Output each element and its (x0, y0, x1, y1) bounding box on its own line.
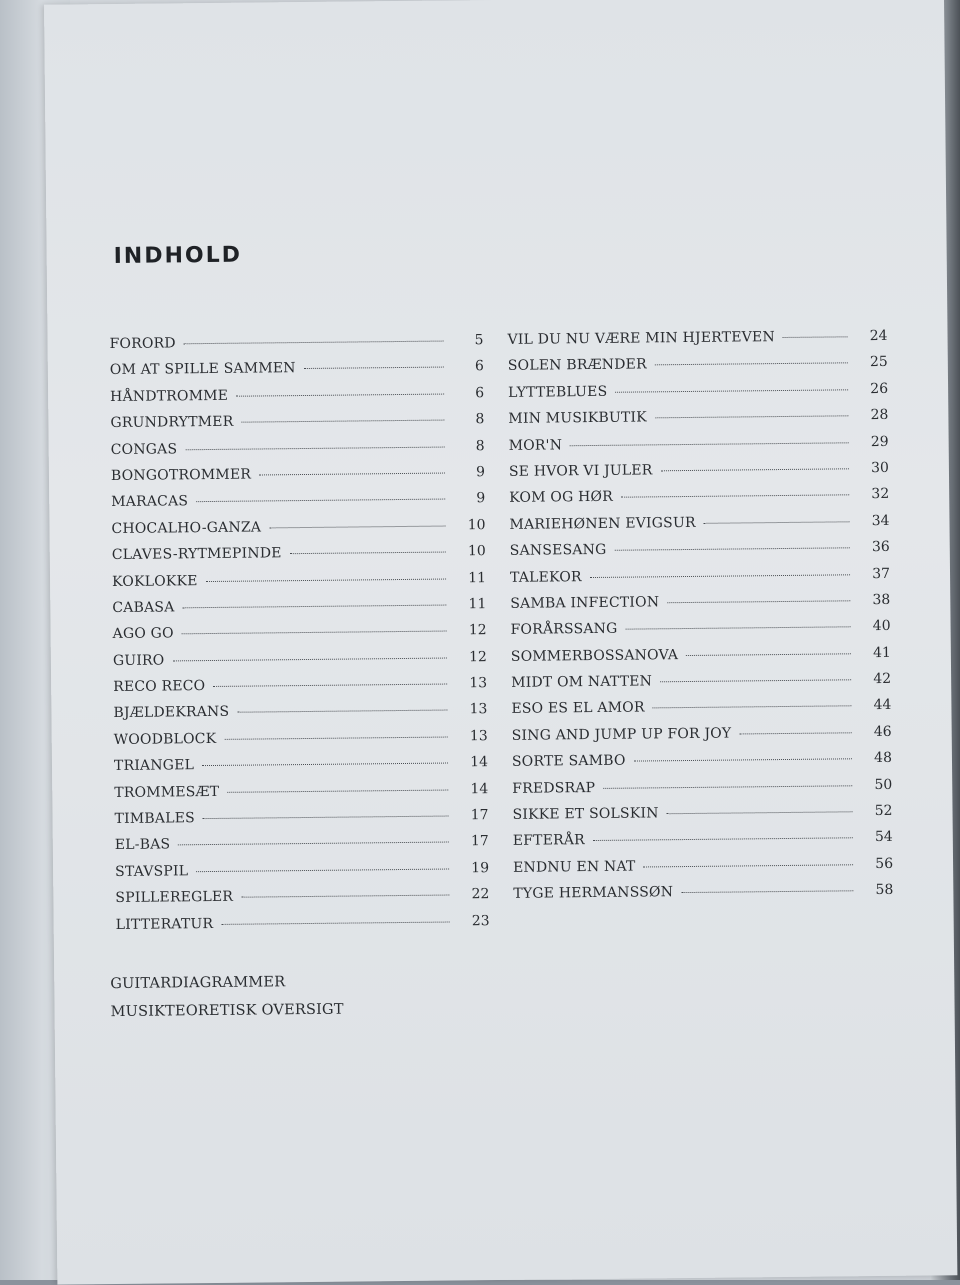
toc-entry-page-number: 34 (871, 512, 890, 529)
toc-entry (509, 460, 889, 490)
dot-leader (304, 367, 444, 369)
toc-entry (112, 570, 486, 600)
dot-leader (739, 732, 851, 734)
toc-entry (512, 724, 892, 754)
toc-entry-title: SIKKE ET SOLSKIN (512, 805, 659, 823)
toc-entry-title: BJÆLDEKRANS (113, 704, 230, 722)
toc-entry (115, 834, 489, 864)
dot-leader (184, 341, 444, 345)
dot-leader (655, 415, 848, 418)
dot-leader (236, 393, 444, 396)
toc-entry-title: SPILLEREGLER (115, 888, 234, 907)
toc-entry (512, 803, 892, 833)
toc-entry-title: BONGOTROMMER (110, 466, 252, 484)
toc-entry (110, 411, 484, 441)
toc-entry-title: FORORD (109, 335, 176, 353)
toc-entry-page-number: 38 (872, 591, 891, 608)
toc-entry (508, 381, 888, 411)
dot-leader (259, 472, 445, 475)
toc-entry-page-number: 36 (871, 539, 890, 556)
dot-leader (655, 363, 848, 366)
toc-entry (510, 565, 890, 595)
toc-entry (112, 596, 486, 626)
toc-entry-title: LITTERATUR (115, 915, 214, 933)
dot-leader (241, 895, 449, 898)
toc-entry-page-number: 58 (875, 882, 894, 899)
dot-leader (686, 653, 851, 656)
toc-entry (111, 438, 485, 468)
toc-entry-page-number: 11 (468, 569, 487, 586)
toc-entry-page-number: 44 (873, 697, 892, 714)
toc-entry (509, 486, 889, 516)
toc-entry-title: TYGE HERMANSSØN (513, 884, 674, 903)
dot-leader (213, 684, 447, 687)
toc-entry-title: FREDSRAP (512, 779, 596, 797)
toc-entry (114, 728, 488, 758)
toc-right-column (507, 328, 893, 913)
toc-entry (116, 913, 490, 943)
toc-entry-title: SE HVOR VI JULER (508, 462, 653, 480)
toc-entry-page-number: 24 (869, 327, 888, 345)
toc-entry-page-number: 42 (873, 670, 892, 688)
dot-leader (206, 578, 446, 582)
toc-entry (510, 592, 890, 622)
toc-entry-page-number: 14 (470, 780, 489, 797)
toc-entry (113, 675, 487, 705)
dot-leader (704, 521, 850, 524)
toc-entry-page-number: 8 (475, 437, 485, 454)
toc-entry (110, 359, 484, 389)
toc-entry (113, 622, 487, 652)
dot-leader (783, 336, 848, 338)
toc-entry (513, 856, 893, 886)
toc-entry (509, 513, 889, 543)
toc-entry-page-number: 28 (870, 407, 889, 424)
dot-leader (625, 627, 850, 630)
toc-entry (110, 385, 484, 415)
toc-entry-page-number: 40 (872, 618, 891, 635)
toc-entry-title: KOM OG HØR (509, 489, 613, 507)
dot-leader (185, 446, 444, 450)
toc-entry-title: CONGAS (110, 440, 178, 458)
dot-leader (196, 499, 445, 503)
dot-leader (570, 442, 849, 446)
toc-entry (114, 754, 488, 784)
toc-entry (512, 777, 892, 807)
toc-entry (511, 618, 891, 648)
toc-entry (114, 807, 488, 837)
dot-leader (621, 495, 849, 498)
page-title: INDHOLD (113, 242, 243, 269)
toc-entry-title: MOR'N (508, 436, 563, 454)
toc-entry-page-number: 12 (468, 648, 487, 665)
toc-entry-title: SING AND JUMP UP FOR JOY (511, 725, 732, 744)
dot-leader (269, 525, 445, 528)
toc-entry-title: SOMMERBOSSANOVA (510, 646, 679, 665)
toc-entry-page-number: 19 (471, 859, 490, 877)
dot-leader (221, 921, 449, 924)
toc-entry-title: MARIEHØNEN EVIGSUR (509, 514, 696, 533)
toc-entry-page-number: 17 (470, 833, 489, 850)
toc-entry-title: CHOCALHO-GANZA (111, 519, 262, 537)
toc-entry-page-number: 11 (468, 596, 487, 613)
dot-leader (660, 468, 848, 471)
dot-leader (196, 868, 449, 872)
toc-entry (513, 829, 893, 859)
toc-entry-page-number: 13 (469, 675, 488, 692)
dot-leader (644, 864, 854, 867)
toc-entry-page-number: 37 (872, 565, 891, 582)
toc-entry-title: LYTTEBLUES (508, 383, 608, 401)
toc-entry (507, 328, 887, 358)
dot-leader (593, 838, 853, 842)
toc-entry-page-number: 29 (870, 433, 889, 450)
toc-entry-page-number: 6 (474, 358, 484, 375)
toc-entry-title: MARACAS (111, 493, 189, 511)
toc-left-column (109, 332, 489, 943)
toc-entry-title: GRUNDRYTMER (110, 413, 234, 432)
toc-entry-title: TALEKOR (509, 568, 582, 586)
toc-entry-title: VIL DU NU VÆRE MIN HJERTEVEN (507, 329, 775, 348)
toc-entry-page-number: 12 (468, 622, 487, 639)
toc-entry-title: FORÅRSSANG (510, 621, 618, 639)
dot-leader (290, 552, 446, 555)
dot-leader (660, 679, 851, 682)
toc-entry-page-number: 9 (476, 490, 486, 507)
toc-entry (511, 697, 891, 727)
toc-entry-page-number: 10 (467, 543, 486, 560)
toc-entry-page-number: 22 (471, 886, 490, 903)
toc-entry (111, 464, 485, 494)
dot-leader (634, 759, 852, 762)
toc-entry (511, 671, 891, 701)
toc-entry-page-number: 23 (471, 912, 490, 929)
toc-entry-page-number: 17 (470, 807, 489, 824)
toc-entry (512, 750, 892, 780)
toc-entry-title: TRIANGEL (113, 757, 195, 775)
toc-entry-page-number: 50 (874, 776, 893, 793)
toc-entry (509, 433, 889, 463)
toc-entry-page-number: 13 (469, 727, 488, 745)
dot-leader (227, 789, 448, 792)
toc-entry (114, 781, 488, 811)
toc-entry-page-number: 14 (470, 754, 489, 771)
toc-entry-title: EFTERÅR (512, 832, 585, 850)
toc-entry (112, 543, 486, 573)
toc-entry-title: SANSESANG (509, 541, 607, 559)
toc-entry (111, 517, 485, 547)
dot-leader (241, 420, 444, 423)
table-of-contents-page (44, 0, 957, 1285)
toc-entry-title: KOKLOKKE (111, 572, 198, 590)
toc-entry (508, 354, 888, 384)
toc-entry-page-number: 48 (874, 750, 893, 767)
dot-leader (614, 547, 849, 550)
toc-entry-title: MIN MUSIKBUTIK (508, 409, 647, 428)
toc-entry-title: WOODBLOCK (113, 730, 217, 748)
dot-leader (202, 763, 448, 767)
toc-entry-title: SAMBA INFECTION (510, 594, 660, 612)
toc-entry-title: SORTE SAMBO (511, 752, 626, 771)
toc-entry-page-number: 32 (871, 486, 890, 503)
dot-leader (653, 706, 852, 709)
toc-entry-page-number: 10 (467, 516, 486, 534)
dot-leader (667, 811, 853, 814)
dot-leader (590, 574, 850, 578)
toc-entry-title: TROMMESÆT (114, 783, 220, 801)
toc-entry-page-number: 8 (475, 411, 485, 428)
dot-leader (681, 890, 853, 893)
toc-entry-title: STAVSPIL (115, 863, 189, 880)
extra-item-guitardiagrammer: GUITARDIAGRAMMER (110, 974, 286, 993)
dot-leader (667, 600, 850, 603)
toc-entry (113, 702, 487, 732)
dot-leader (224, 736, 447, 739)
dot-leader (603, 785, 852, 789)
toc-entry-page-number: 52 (874, 802, 893, 820)
dot-leader (182, 604, 446, 608)
toc-entry-title: CABASA (112, 599, 175, 616)
dot-leader (178, 842, 449, 846)
toc-entry-page-number: 25 (869, 354, 888, 371)
toc-entry (115, 860, 489, 890)
dot-leader (615, 389, 848, 392)
dot-leader (182, 631, 447, 635)
toc-entry (513, 882, 893, 912)
toc-entry-title: AGO GO (112, 625, 174, 643)
toc-entry-page-number: 41 (872, 644, 891, 661)
toc-entry-page-number: 54 (874, 829, 893, 846)
toc-entry-title: SOLEN BRÆNDER (507, 356, 647, 375)
toc-entry (511, 645, 891, 675)
extra-item-musikteoretisk-oversigt: MUSIKTEORETISK OVERSIGT (110, 1001, 344, 1021)
toc-entry-page-number: 6 (475, 384, 485, 401)
toc-entry-title: OM AT SPILLE SAMMEN (109, 360, 296, 379)
toc-entry (113, 649, 487, 679)
toc-entry (115, 886, 489, 916)
toc-entry-title: EL-BAS (114, 836, 171, 854)
toc-entry-page-number: 26 (870, 380, 889, 397)
toc-entry (510, 539, 890, 569)
toc-entry (508, 407, 888, 437)
toc-entry (111, 490, 485, 520)
dot-leader (203, 816, 449, 820)
toc-entry-page-number: 13 (469, 701, 488, 718)
toc-entry (109, 332, 483, 362)
toc-entry-title: ESO ES EL AMOR (511, 699, 645, 718)
toc-entry-title: HÅNDTROMME (110, 387, 229, 405)
toc-entry-title: GUIRO (112, 652, 165, 669)
dot-leader (172, 657, 446, 661)
toc-entry-title: CLAVES-RYTMEPINDE (111, 545, 282, 564)
dot-leader (237, 710, 447, 713)
toc-entry-page-number: 30 (871, 459, 890, 477)
toc-entry-page-number: 56 (875, 855, 894, 872)
toc-entry-title: ENDNU EN NAT (513, 858, 636, 876)
toc-entry-page-number: 9 (475, 464, 486, 481)
toc-entry-page-number: 46 (873, 723, 892, 740)
toc-entry-title: MIDT OM NATTEN (511, 673, 653, 691)
toc-entry-title: TIMBALES (114, 810, 195, 828)
toc-entry-title: RECO RECO (113, 678, 206, 696)
toc-entry-page-number: 5 (474, 332, 484, 349)
